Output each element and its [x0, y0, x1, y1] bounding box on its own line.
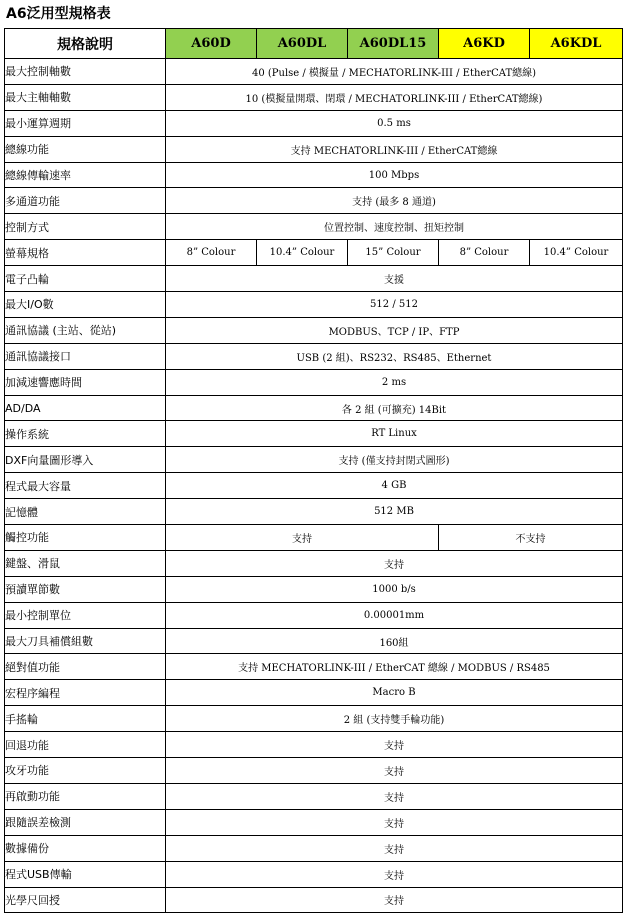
table-row — [5, 84, 623, 110]
spec-value: 0.00001mm — [166, 602, 623, 628]
spec-label: 再啟動功能 — [5, 783, 166, 809]
spec-label: 跟隨誤差檢測 — [5, 809, 166, 835]
spec-label: 數據備份 — [5, 835, 166, 861]
spec-value: 支持 — [166, 783, 623, 809]
model-header-a6kdl: A6KDL — [530, 29, 623, 59]
spec-label: 絕對值功能 — [5, 654, 166, 680]
table-row — [5, 162, 623, 188]
table-header-row — [5, 29, 623, 59]
table-row — [5, 473, 623, 499]
spec-label: 最大控制軸數 — [5, 59, 166, 85]
table-row — [5, 395, 623, 421]
spec-label: 宏程序編程 — [5, 680, 166, 706]
spec-label: 加減速響應時間 — [5, 369, 166, 395]
model-header-a6kd: A6KD — [439, 29, 530, 59]
spec-label: 控制方式 — [5, 214, 166, 240]
spec-value: 0.5 ms — [166, 110, 623, 136]
spec-value: 10 (模擬量開環、閉環 / MECHATORLINK-III / EtherCAT總線) — [166, 84, 623, 110]
spec-label: 總線傳輸速率 — [5, 162, 166, 188]
spec-value: 160組 — [166, 628, 623, 654]
spec-value: 支持 — [166, 525, 439, 551]
spec-value: 40 (Pulse / 模擬量 / MECHATORLINK-III / EtherCAT總線) — [166, 59, 623, 85]
spec-value: 支持 — [166, 732, 623, 758]
spec-label: 電子凸輪 — [5, 266, 166, 292]
spec-value: 100 Mbps — [166, 162, 623, 188]
table-row — [5, 758, 623, 784]
spec-value: 支持 MECHATORLINK-III / EtherCAT 總線 / MODBUS / RS485 — [166, 654, 623, 680]
spec-value: 支持 — [166, 861, 623, 887]
spec-label: 多通道功能 — [5, 188, 166, 214]
spec-value: 512 / 512 — [166, 292, 623, 318]
spec-label: 光學尺回授 — [5, 887, 166, 913]
spec-label: 觸控功能 — [5, 525, 166, 551]
spec-value: 10.4” Colour — [530, 240, 623, 266]
table-row — [5, 447, 623, 473]
spec-label: 程式最大容量 — [5, 473, 166, 499]
table-row — [5, 835, 623, 861]
spec-value: 位置控制、速度控制、扭矩控制 — [166, 214, 623, 240]
spec-value: 支持 MECHATORLINK-III / EtherCAT總線 — [166, 136, 623, 162]
table-row — [5, 240, 623, 266]
table-row — [5, 576, 623, 602]
table-row — [5, 266, 623, 292]
table-row — [5, 59, 623, 85]
spec-label: 程式USB傳輸 — [5, 861, 166, 887]
spec-table — [4, 28, 623, 913]
table-row — [5, 188, 623, 214]
spec-value: 支持 (最多 8 通道) — [166, 188, 623, 214]
spec-label: 手搖輪 — [5, 706, 166, 732]
table-row — [5, 292, 623, 318]
spec-value: 支持 (僅支持封閉式圖形) — [166, 447, 623, 473]
spec-label: 最大I/O數 — [5, 292, 166, 318]
spec-label: 最小控制單位 — [5, 602, 166, 628]
spec-value: 10.4” Colour — [257, 240, 348, 266]
table-row — [5, 861, 623, 887]
spec-value: 支持 — [166, 887, 623, 913]
spec-value: MODBUS、TCP / IP、FTP — [166, 317, 623, 343]
spec-value: 512 MB — [166, 499, 623, 525]
spec-value: USB (2 組)、RS232、RS485、Ethernet — [166, 343, 623, 369]
spec-label: 記憶體 — [5, 499, 166, 525]
model-header-a60dl: A60DL — [257, 29, 348, 59]
spec-label: 最大刀具補償組數 — [5, 628, 166, 654]
spec-label: 操作系統 — [5, 421, 166, 447]
spec-label: 最大主軸軸數 — [5, 84, 166, 110]
table-row — [5, 732, 623, 758]
spec-value: 8” Colour — [166, 240, 257, 266]
model-header-a60dl15: A60DL15 — [348, 29, 439, 59]
spec-value: 支持 — [166, 550, 623, 576]
spec-value: 2 組 (支持雙手輪功能) — [166, 706, 623, 732]
table-row — [5, 110, 623, 136]
spec-label: 回退功能 — [5, 732, 166, 758]
spec-label: 通訊協議 (主站、從站) — [5, 317, 166, 343]
spec-value: 8” Colour — [439, 240, 530, 266]
table-row — [5, 421, 623, 447]
spec-value: 支援 — [166, 266, 623, 292]
page-title: A6泛用型規格表 — [6, 6, 111, 22]
table-row — [5, 887, 623, 913]
table-row — [5, 783, 623, 809]
spec-value: 各 2 組 (可擴充) 14Bit — [166, 395, 623, 421]
spec-value: 15” Colour — [348, 240, 439, 266]
table-row — [5, 525, 623, 551]
spec-label: AD/DA — [5, 395, 166, 421]
spec-label: 螢幕規格 — [5, 240, 166, 266]
table-row — [5, 602, 623, 628]
table-row — [5, 680, 623, 706]
spec-value: 1000 b/s — [166, 576, 623, 602]
spec-label: 攻牙功能 — [5, 758, 166, 784]
table-row — [5, 499, 623, 525]
spec-column-header: 規格說明 — [5, 29, 166, 59]
table-row — [5, 628, 623, 654]
table-row — [5, 136, 623, 162]
spec-label: 預讀單節數 — [5, 576, 166, 602]
table-row — [5, 343, 623, 369]
spec-value: 2 ms — [166, 369, 623, 395]
spec-label: 通訊協議接口 — [5, 343, 166, 369]
spec-value: 支持 — [166, 835, 623, 861]
spec-label: 總線功能 — [5, 136, 166, 162]
spec-value: 支持 — [166, 809, 623, 835]
model-header-a60d: A60D — [166, 29, 257, 59]
spec-label: 最小運算週期 — [5, 110, 166, 136]
table-row — [5, 317, 623, 343]
table-row — [5, 809, 623, 835]
table-row — [5, 550, 623, 576]
spec-value: RT Linux — [166, 421, 623, 447]
table-body — [5, 59, 623, 913]
spec-value: 不支持 — [439, 525, 623, 551]
spec-value: Macro B — [166, 680, 623, 706]
table-row — [5, 369, 623, 395]
spec-label: DXF向量圖形導入 — [5, 447, 166, 473]
spec-value: 4 GB — [166, 473, 623, 499]
spec-label: 鍵盤、滑鼠 — [5, 550, 166, 576]
spec-value: 支持 — [166, 758, 623, 784]
table-row — [5, 706, 623, 732]
table-row — [5, 654, 623, 680]
table-row — [5, 214, 623, 240]
